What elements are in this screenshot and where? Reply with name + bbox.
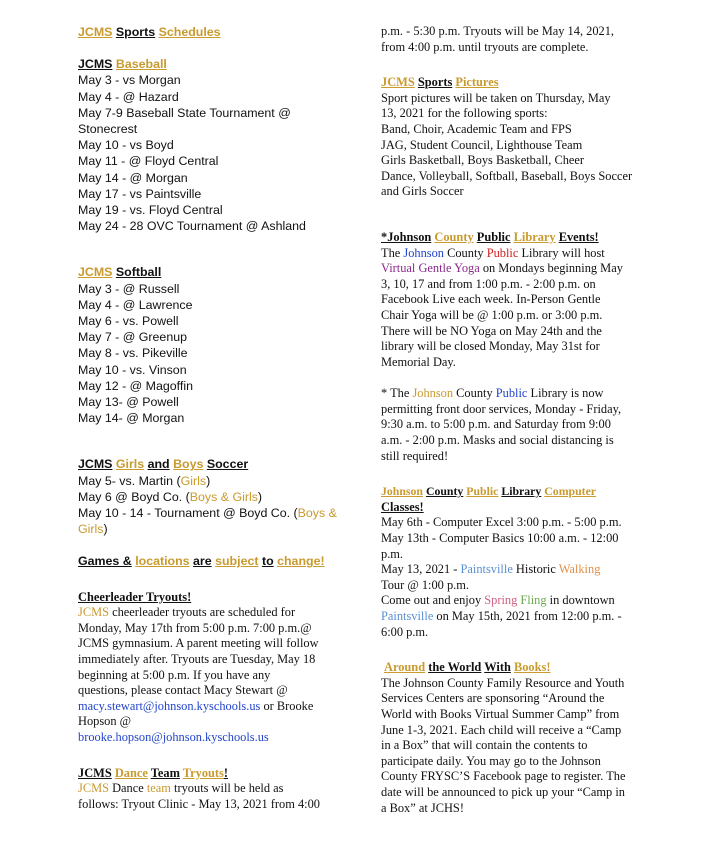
baseball-game: May 3 - vs Morgan xyxy=(78,73,181,88)
dance-section: JCMS Dance Team Tryouts! JCMS Dance team tryouts will be held as follows: Tryout Clinic - May 13, 2021 from 4:00 xyxy=(78,766,343,813)
email-link[interactable]: macy.stewart@johnson.kyschools.us xyxy=(78,698,261,713)
computer-heading: Johnson County Public Library Computer xyxy=(381,484,597,499)
soccer-game: May 6 @ Boyd Co. (Boys & Girls) xyxy=(78,489,263,504)
library-section: *Johnson County Public Library Events! The Johnson County Public Library will host Virtual Gentle Yoga on Mondays beginning May 3, 10, 17 and from 1:00 p.m. - 2:00 p.m. on Facebook Live each week. In-Person Gentle Chair Yoga will be @ 1:00 p.m. or 3:00 p.m. There will be NO Yoga on May 24th and the library will be closed Monday, May 31st for Memorial Day. * The Johnson County Public Library is now permitting front door services, Monday - Friday, 9:30 a.m. to 5:00 p.m. and Saturday from 9:00 a.m. - 2:00 p.m. Masks and social distancing is still required! xyxy=(381,230,651,464)
dance-continued: p.m. - 5:30 p.m. Tryouts will be May 14, 2021, from 4:00 p.m. until tryouts are complete. xyxy=(381,24,615,54)
computer-section: Johnson County Public Library Computer Classes! May 6th - Computer Excel 3:00 p.m. - 5:00 p.m. May 13th - Computer Basics 10:00 a.m. - 12:00 p.m. May 13, 2021 - Paintsville Historic Walking Tour @ 1:00 p.m. Come out and enjoy Spring Fling in downtown Paintsville on May 15th, 2021 from 12:00 p.m. - 6:00 p.m. xyxy=(381,484,651,640)
soccer-section xyxy=(78,456,343,537)
softball-game: May 10 - vs. Vinson xyxy=(78,362,187,377)
softball-game: May 14- @ Morgan xyxy=(78,411,185,426)
left-column xyxy=(78,24,343,812)
softball-game: May 3 - @ Russell xyxy=(78,281,180,296)
baseball-game: May 11 - @ Floyd Central xyxy=(78,154,219,169)
baseball-section xyxy=(78,56,343,234)
pictures-section: JCMS Sports Pictures Sport pictures will be taken on Thursday, May 13, 2021 for the following sports: Band, Choir, Academic Team and FPS JAG, Student Council, Lighthouse Team Girls Basketball, Boys Basketball, Cheer Dance, Volleyball, Softball, Baseball, Boys Soccer and Girls Soccer xyxy=(381,75,651,200)
baseball-game: May 10 - vs Boyd xyxy=(78,138,174,153)
email-link[interactable]: brooke.hopson@johnson.kyschools.us xyxy=(78,730,269,745)
baseball-game: May 19 - vs. Floyd Central xyxy=(78,203,223,218)
baseball-game: May 14 - @ Morgan xyxy=(78,170,188,185)
soccer-heading: JCMS Girls and Boys Soccer xyxy=(78,457,249,472)
pictures-heading: JCMS Sports Pictures xyxy=(381,75,499,90)
baseball-game: May 4 - @ Hazard xyxy=(78,89,179,104)
schedule-notice: Games & locations are subject to change! xyxy=(78,554,325,569)
baseball-game: May 7-9 Baseball State Tournament @ xyxy=(78,105,291,120)
baseball-game: May 24 - 28 OVC Tournament @ Ashland xyxy=(78,219,306,234)
cheer-heading: Cheerleader Tryouts! xyxy=(78,589,192,604)
softball-game: May 13- @ Powell xyxy=(78,395,179,410)
softball-heading: JCMS Softball xyxy=(78,265,162,280)
softball-game: May 8 - vs. Pikeville xyxy=(78,346,188,361)
page-title: JCMS Sports Schedules xyxy=(78,25,221,39)
right-column xyxy=(381,24,651,816)
cheer-section: Cheerleader Tryouts! JCMS cheerleader tryouts are scheduled for Monday, May 17th from 5:00 p.m. 7:00 p.m.@ JCMS gymnasium. A parent meeting will follow immediately after. Tryouts are Tuesday, May 18 beginning at 5:00 p.m. If you have any questions, please contact Macy Stewart @ macy.stewart@johnson.kyschools.us or Brooke Hopson @ brooke.hopson@johnson.kyschools.us xyxy=(78,590,343,746)
baseball-heading: JCMS Baseball xyxy=(78,57,167,72)
softball-section xyxy=(78,264,343,426)
baseball-game: Stonecrest xyxy=(78,122,138,137)
softball-game: May 6 - vs. Powell xyxy=(78,314,179,329)
soccer-game-cont: Girls) xyxy=(78,522,108,537)
softball-game: May 12 - @ Magoffin xyxy=(78,378,193,393)
softball-game: May 4 - @ Lawrence xyxy=(78,297,193,312)
softball-game: May 7 - @ Greenup xyxy=(78,330,187,345)
books-section: Around the World With Books! The Johnson County Family Resource and Youth Services Centers are sponsoring “Around the World with Books Virtual Summer Camp” from June 1-3, 2021. Each child will receive a “Camp in a Box” that will contain the contents to participate daily. You may go to the Johnson County FRYSC’S Facebook page to register. The date will be announced to pick up your “Camp in a Box” at JCHS! xyxy=(381,660,651,816)
soccer-game: May 5- vs. Martin (Girls) xyxy=(78,473,211,488)
soccer-game: May 10 - 14 - Tournament @ Boyd Co. (Boys & xyxy=(78,506,337,521)
books-heading: Around the World With Books! xyxy=(384,660,551,675)
baseball-game: May 17 - vs Paintsville xyxy=(78,186,202,201)
dance-heading: JCMS Dance Team Tryouts! xyxy=(78,765,229,780)
library-heading: *Johnson County Public Library Events! xyxy=(381,229,599,244)
